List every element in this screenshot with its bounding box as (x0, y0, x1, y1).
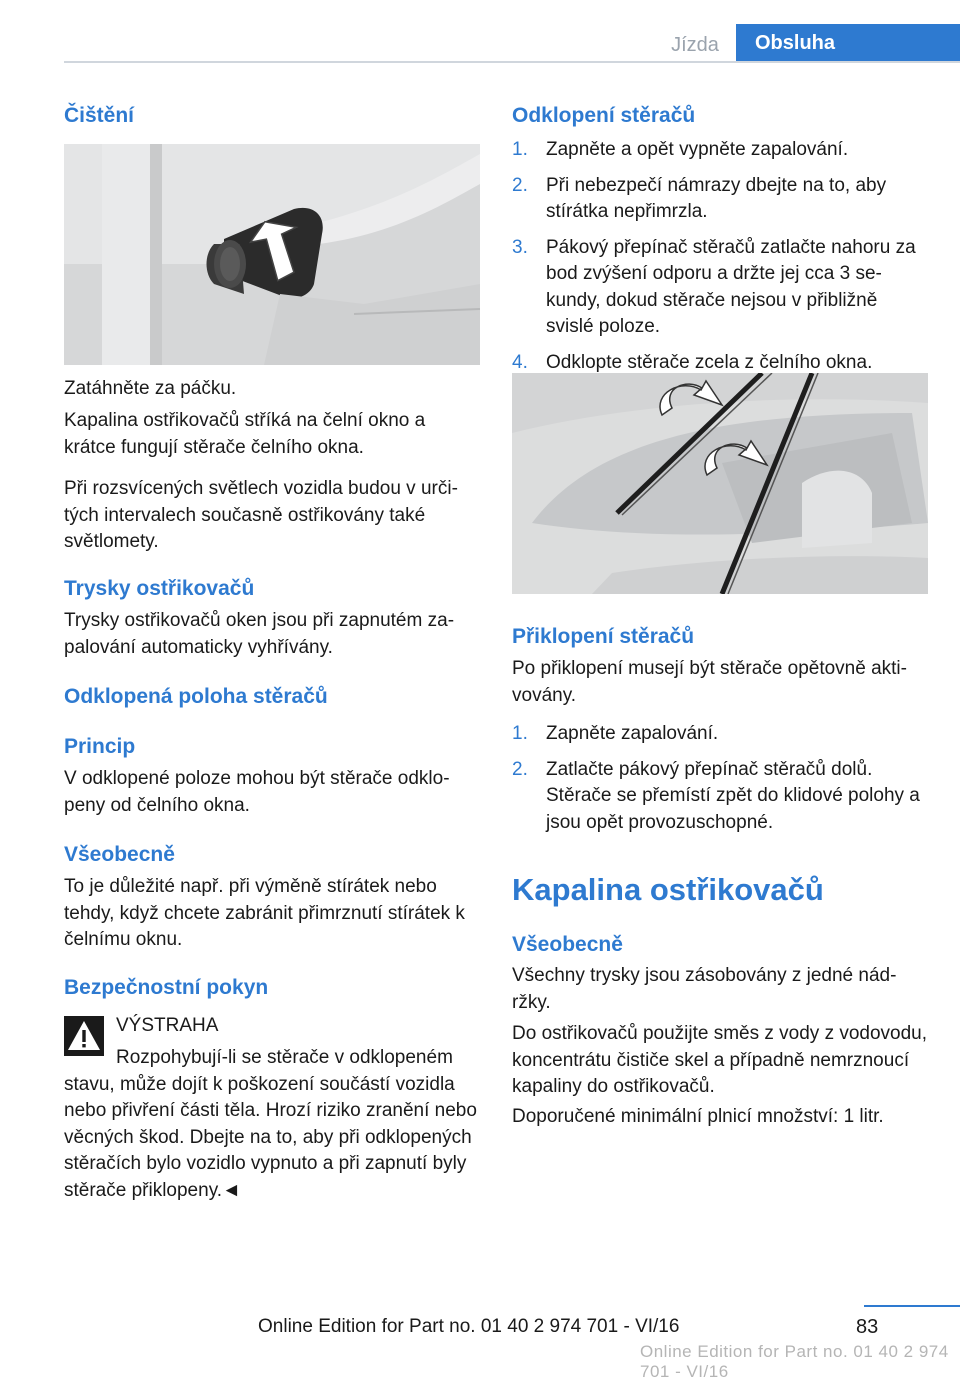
text-general: To je důležité např. při výměně stírátek nebo tehdy, když chcete zabránit přimrznutí stírátek k čelnímu oknu. (64, 876, 465, 950)
step-text: Pákový přepínač stěračů zatlačte nahoru za bod zvýšení odporu a držte jej cca 3 sekundy, dokud stěrače nejsou v přibližně svislé poloze. (546, 236, 916, 337)
step-number: 4. (512, 351, 528, 373)
title-safety: Bezpečnostní pokyn (64, 976, 269, 999)
title-washer-fluid: Kapalina ostřikovačů (512, 872, 824, 907)
list-item (512, 235, 928, 341)
text-fluid-1: Všechny trysky jsou zásobovány z jedné nádržky. (512, 965, 897, 1013)
list-item (512, 757, 928, 837)
text-nozzles: Trysky ostřikovačů oken jsou při zapnutém zapalování automaticky vyhřívány. (64, 610, 455, 658)
step-text: Odklopte stěrače zcela z čelního okna. (546, 351, 873, 373)
page-number: 83 (856, 1316, 879, 1338)
title-principle: Princip (64, 735, 136, 758)
foldin-steps-list (512, 721, 928, 845)
watermark: Online Edition for Part no. 01 40 2 974 701 - VI/16 (640, 1342, 949, 1381)
list-item (512, 137, 928, 164)
warning-label: VÝSTRAHA (116, 1015, 219, 1036)
wiper-lever-illustration (64, 144, 480, 365)
tab-jizda[interactable]: Jízda (671, 34, 719, 56)
step-number: 2. (512, 758, 528, 780)
title-nozzles: Trysky ostřikovačů (64, 577, 255, 600)
step-text: Při nebezpečí námrazy dbejte na to, aby stírátka nepřimrzla. (546, 174, 887, 222)
text-principle: V odklopené poloze mohou být stěrače odklopeny od čelního okna. (64, 768, 450, 816)
step-text: Zapněte a opět vypněte zapalování. (546, 139, 849, 160)
footer-rule (864, 1305, 960, 1307)
foldout-steps-list (512, 137, 928, 385)
section-title-cleaning: Čištění (64, 104, 135, 127)
title-foldout-steps: Odklopení stěračů (512, 104, 696, 127)
step-text: Zapněte zapalování. (546, 723, 719, 744)
windshield-wipers-illustration (512, 373, 928, 594)
text-fluid-3: Doporučené minimální plnicí množství: 1 litr. (512, 1106, 884, 1127)
title-general: Všeobecně (64, 843, 175, 866)
text-foldin: Po přiklopení musejí být stěrače opětovně aktivovány. (512, 658, 907, 706)
tab-obsluha[interactable]: Obsluha (736, 24, 960, 62)
warning-text: Rozpohybují-li se stěrače v odklopeném stavu, může dojít k poškození součástí vozidla nebo přivření části těla. Hrozí riziko zranění nebo věcných škod. Dbejte na to, aby při odklopených stěračích bylo vozidlo vypnuto a při zapnutí byly stěrače přiklopeny.◄ (64, 1047, 477, 1201)
step-number: 1. (512, 139, 528, 160)
list-item (512, 173, 928, 226)
text-spray: Kapalina ostřikovačů stříká na čelní okno a krátce fungují stěrače čelního okna. (64, 410, 426, 458)
text-headlights: Při rozsvícených světlech vozidla budou v určitých intervalech současně ostřikovány také světlomety. (64, 478, 458, 552)
step-text: Zatlačte pákový přepínač stěračů dolů. Stěrače se přemístí zpět do klidové polohy a jsou opět provozuschopné. (546, 758, 920, 833)
step-number: 3. (512, 236, 528, 258)
text-fluid-2: Do ostřikovačů použijte směs z vody z vodovodu, koncentrátu čističe skel a případně nemrznoucí kapaliny do ostřikovačů. (512, 1023, 928, 1097)
title-foldin: Přiklopení stěračů (512, 625, 695, 648)
step-number: 2. (512, 174, 528, 196)
title-fluid-general: Všeobecně (512, 933, 623, 956)
list-item (512, 721, 928, 748)
edition-text: Online Edition for Part no. 01 40 2 974 701 - VI/16 (258, 1316, 680, 1337)
header-rule (64, 61, 960, 63)
title-foldout-position: Odklopená poloha stěračů (64, 685, 328, 708)
text-pull-lever: Zatáhněte za páčku. (64, 378, 237, 399)
step-number: 1. (512, 723, 528, 744)
